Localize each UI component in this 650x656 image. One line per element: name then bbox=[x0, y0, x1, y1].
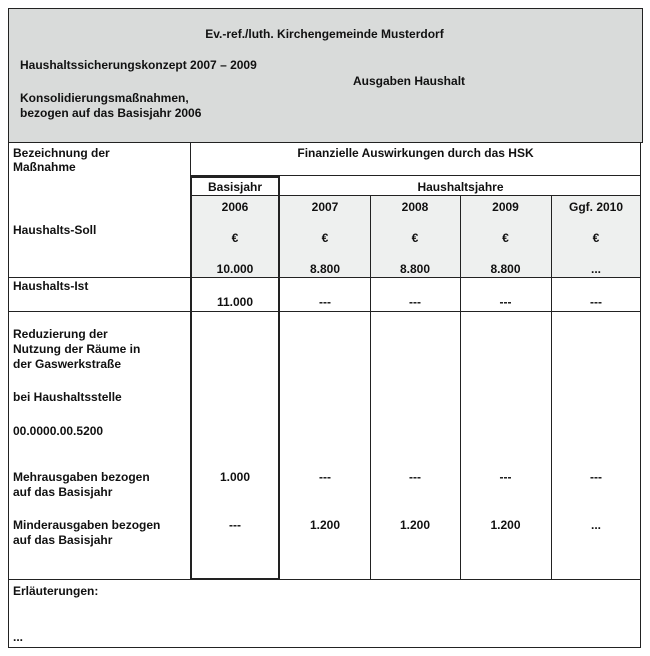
ist-2007: --- bbox=[319, 295, 331, 309]
minder-2008: 1.200 bbox=[399, 518, 431, 532]
currency-2009: € bbox=[502, 231, 509, 245]
mehr-2007: --- bbox=[319, 470, 331, 484]
impact-header: Finanzielle Auswirkungen durch das HSK bbox=[297, 146, 534, 160]
hh-label: bei Haushaltsstelle bbox=[13, 390, 122, 404]
minder-2009: 1.200 bbox=[490, 518, 521, 532]
ist-2009: --- bbox=[499, 295, 512, 309]
mehr-2010: --- bbox=[590, 470, 602, 484]
minder-2007: 1.200 bbox=[309, 518, 341, 532]
soll-2010: ... bbox=[590, 262, 601, 276]
mehr-2009: --- bbox=[499, 470, 512, 484]
ist-2010: --- bbox=[590, 295, 602, 309]
org-name: Ev.-ref./luth. Kirchengemeinde Musterdorf bbox=[205, 27, 444, 41]
hline-measure bbox=[8, 579, 641, 580]
currency-2006: € bbox=[231, 231, 239, 245]
mehr-line2: auf das Basisjahr bbox=[13, 485, 113, 499]
year-2009: 2009 bbox=[492, 200, 519, 214]
section-title: Ausgaben Haushalt bbox=[353, 74, 466, 88]
col-label-line1: Bezeichnung der bbox=[13, 146, 110, 160]
currency-2010: € bbox=[592, 231, 600, 245]
year-2006: 2006 bbox=[221, 200, 249, 214]
year-2010: Ggf. 2010 bbox=[568, 200, 624, 214]
measures-line1: Konsolidierungsmaßnahmen, bbox=[20, 91, 189, 105]
hline-ist bbox=[8, 311, 641, 312]
ist-label: Haushalts-Ist bbox=[13, 279, 89, 293]
concept-title: Haushaltssicherungskonzept 2007 – 2009 bbox=[20, 58, 257, 72]
measure-line3: der Gaswerkstraße bbox=[13, 357, 122, 371]
soll-2007: 8.800 bbox=[309, 262, 341, 276]
soll-2006: 10.000 bbox=[216, 262, 254, 276]
notes-label: Erläuterungen: bbox=[13, 584, 99, 598]
measure-line2: Nutzung der Räume in bbox=[13, 342, 141, 356]
ist-2008: --- bbox=[409, 295, 421, 309]
notes-value: ... bbox=[13, 630, 24, 644]
mehr-2006: 1.000 bbox=[219, 470, 251, 484]
year-2007: 2007 bbox=[311, 200, 339, 214]
soll-2009: 8.800 bbox=[490, 262, 521, 276]
mehr-line1: Mehrausgaben bezogen bbox=[13, 470, 150, 484]
basisjahr-label: Basisjahr bbox=[207, 180, 263, 194]
minder-2010: ... bbox=[590, 518, 601, 532]
soll-label: Haushalts-Soll bbox=[13, 223, 97, 237]
hh-number: 00.0000.00.5200 bbox=[13, 424, 104, 438]
soll-2008: 8.800 bbox=[399, 262, 431, 276]
currency-2008: € bbox=[411, 231, 419, 245]
year-2008: 2008 bbox=[401, 200, 429, 214]
haushaltsjahre-label: Haushaltsjahre bbox=[417, 180, 504, 194]
currency-2007: € bbox=[321, 231, 329, 245]
hline-soll bbox=[8, 277, 641, 278]
measure-line1: Reduzierung der bbox=[13, 327, 108, 341]
ist-2006: 11.000 bbox=[216, 295, 254, 309]
col-label-line2: Maßnahme bbox=[13, 160, 76, 174]
minder-line1: Minderausgaben bezogen bbox=[13, 518, 161, 532]
minder-2006: --- bbox=[229, 518, 241, 532]
measures-line2: bezogen auf das Basisjahr 2006 bbox=[20, 106, 202, 120]
minder-line2: auf das Basisjahr bbox=[13, 533, 113, 547]
mehr-2008: --- bbox=[409, 470, 421, 484]
